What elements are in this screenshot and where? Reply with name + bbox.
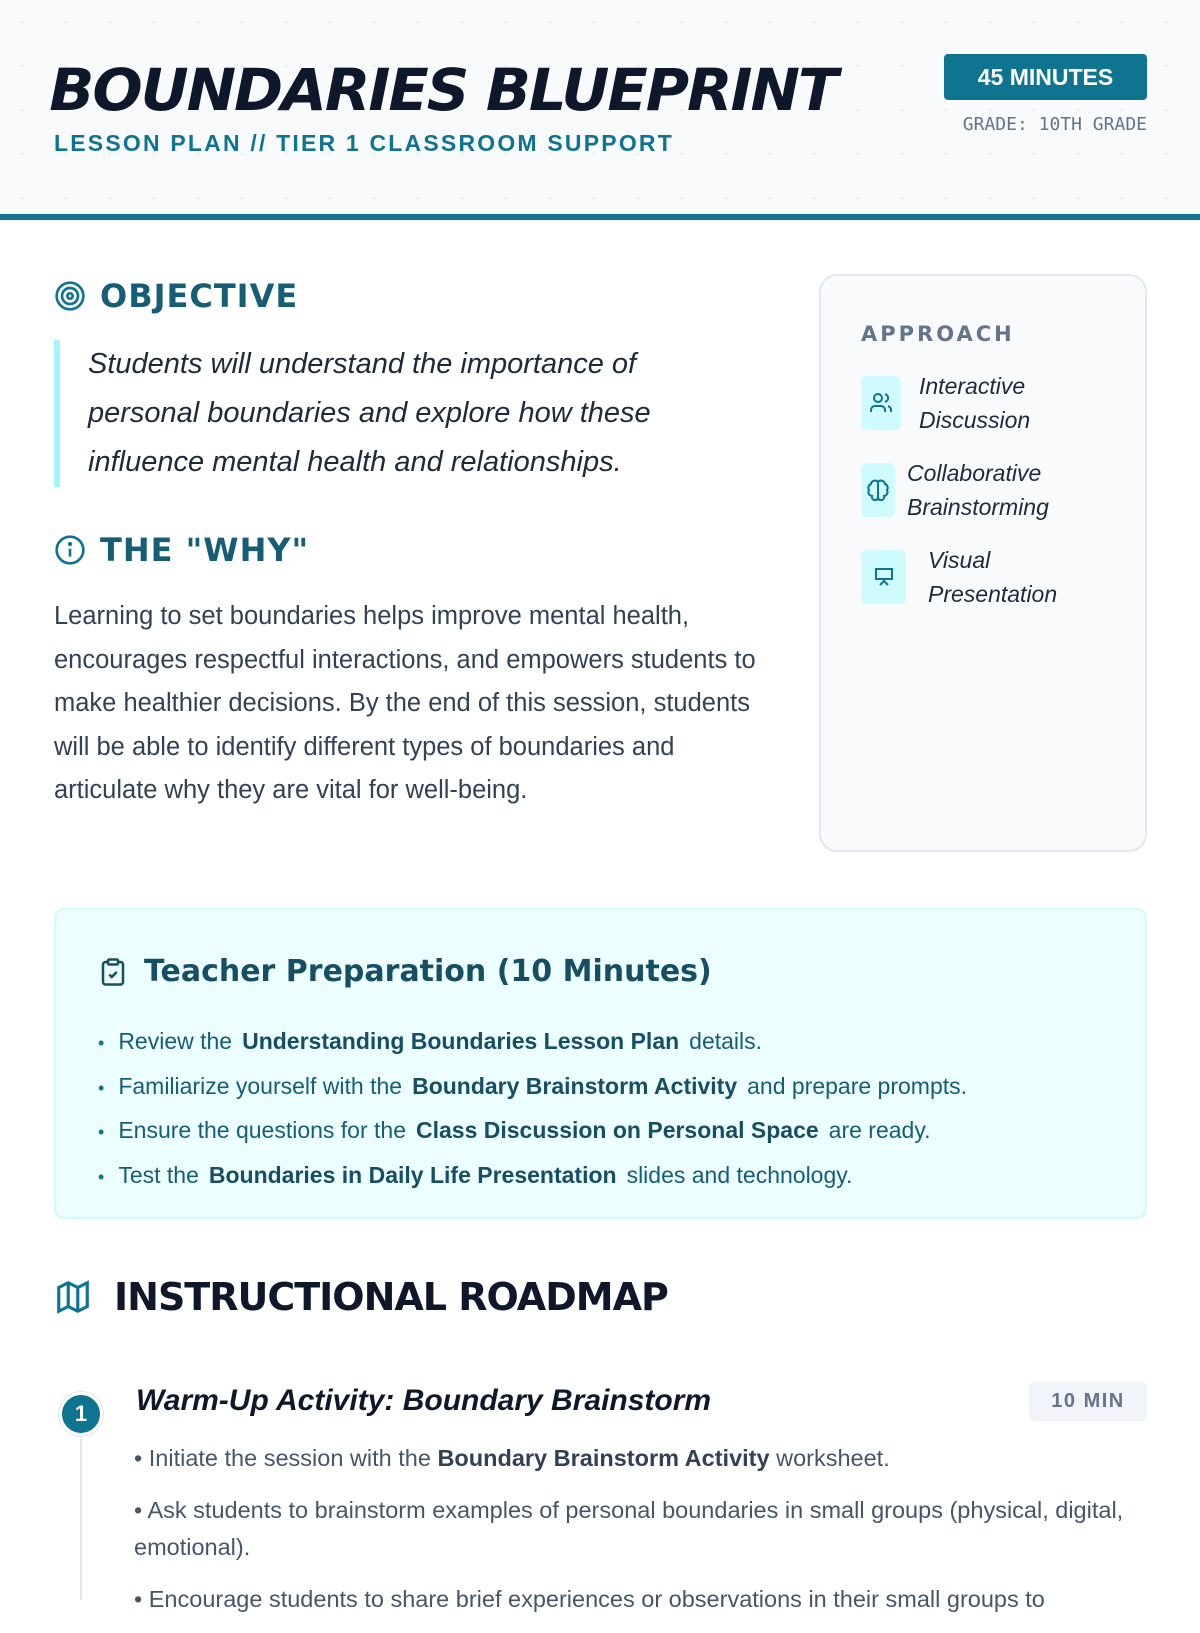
grade-label: GRADE: 10TH GRADE bbox=[962, 114, 1147, 135]
step-bullet: • Ask students to brainstorm examples of personal boundaries in small groups (physical, digital, emotional). bbox=[134, 1497, 1124, 1560]
lesson-subtitle: LESSON PLAN // TIER 1 CLASSROOM SUPPORT bbox=[54, 130, 674, 156]
approach-label: Interactive Discussion bbox=[919, 373, 1031, 433]
page-header bbox=[0, 0, 1200, 220]
why-heading bbox=[54, 531, 309, 569]
teacher-prep-box bbox=[54, 908, 1147, 1219]
map-icon bbox=[54, 1278, 92, 1316]
prep-item: • Familiarize yourself with the Boundary Brainstorm Activity and prepare prompts. bbox=[98, 1065, 967, 1110]
why-heading-text: THE "WHY" bbox=[100, 531, 310, 569]
step-bullet: • Initiate the session with the Boundary Brainstorm Activity worksheet. bbox=[134, 1445, 890, 1471]
approach-card bbox=[819, 274, 1147, 852]
brain-icon bbox=[861, 463, 895, 517]
prep-item: • Test the Boundaries in Daily Life Presentation slides and technology. bbox=[98, 1154, 967, 1199]
prep-list bbox=[98, 1020, 967, 1198]
step-bullet: • Encourage students to share brief experiences or observations in their small groups to bbox=[134, 1586, 1045, 1612]
step-title: Warm-Up Activity: Boundary Brainstorm bbox=[136, 1384, 712, 1417]
presentation-icon bbox=[861, 550, 906, 604]
prep-item: • Ensure the questions for the Class Discussion on Personal Space are ready. bbox=[98, 1109, 967, 1154]
approach-label: Visual Presentation bbox=[928, 547, 1058, 607]
approach-item bbox=[861, 373, 1145, 433]
info-icon bbox=[54, 534, 86, 566]
step-details bbox=[134, 1440, 1134, 1633]
prep-item: • Review the Understanding Boundaries Lesson Plan details. bbox=[98, 1020, 967, 1065]
prep-heading-text: Teacher Preparation (10 Minutes) bbox=[144, 954, 712, 989]
why-text: Learning to set boundaries helps improve mental health, encourages respectful interactions, and empowers students to make healthier decisions. By the end of this session, students will be able to identify different types of boundaries and articulate why they are vital for well-being. bbox=[54, 602, 756, 804]
roadmap-heading bbox=[54, 1275, 668, 1319]
timeline-line bbox=[80, 1430, 82, 1600]
objective-heading bbox=[54, 277, 298, 315]
clipboard-check-icon bbox=[98, 956, 128, 988]
approach-item bbox=[861, 460, 1145, 520]
target-icon bbox=[54, 280, 86, 312]
approach-label: Collaborative Brainstorming bbox=[907, 460, 1049, 520]
users-icon bbox=[861, 376, 901, 430]
step-number: 1 bbox=[59, 1392, 103, 1436]
objective-quote: Students will understand the importance of personal boundaries and explore how these influence mental health and relationships. bbox=[54, 340, 744, 487]
lesson-title: BOUNDARIES BLUEPRINT bbox=[49, 56, 837, 124]
approach-item bbox=[861, 547, 1145, 607]
roadmap-heading-text: INSTRUCTIONAL ROADMAP bbox=[114, 1275, 668, 1319]
duration-badge: 45 MINUTES bbox=[944, 54, 1147, 100]
objective-heading-text: OBJECTIVE bbox=[100, 277, 299, 315]
approach-heading: APPROACH bbox=[861, 322, 1015, 346]
step-duration-badge: 10 MIN bbox=[1029, 1381, 1147, 1421]
prep-heading bbox=[98, 954, 712, 989]
